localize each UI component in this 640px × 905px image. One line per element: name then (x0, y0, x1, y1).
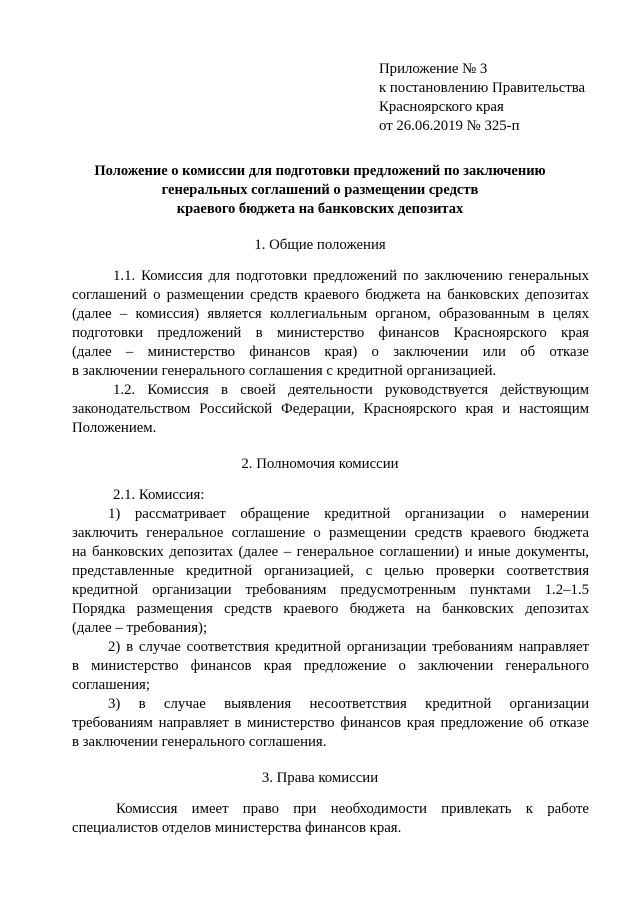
paragraph-line: специалистов отделов министерства финансов края. (72, 820, 402, 836)
list-item-line: требованиям направляет в министерство финансов края предложение об отказе (72, 715, 589, 731)
appendix-line: от 26.06.2019 № 325-п (379, 118, 520, 134)
list-item-line: в министерство финансов края предложение о заключении генерального (72, 658, 589, 674)
list-item-line: кредитной организации требованиям предусмотренным пунктами 1.2–1.5 (72, 582, 589, 598)
list-item-line: Порядка размещения средств краевого бюджета на банковских депозитах (72, 601, 589, 617)
paragraph-line: подготовки предложений в министерство финансов Красноярского края (72, 325, 589, 341)
list-item-line: представленные кредитной организацией, с целью проверки соответствия (72, 563, 589, 579)
title-line: генеральных соглашений о размещении средств (161, 182, 479, 198)
appendix-line: Красноярского края (379, 99, 504, 115)
section-heading: 1. Общие положения (254, 237, 386, 253)
title-line: краевого бюджета на банковских депозитах (176, 201, 464, 217)
list-item-line: 3) в случае выявления несоответствия кредитной организации (108, 696, 589, 712)
list-item-line: соглашения; (72, 677, 150, 693)
title-line: Положение о комиссии для подготовки предложений по заключению (94, 163, 546, 179)
list-item-line: (далее – требования); (72, 620, 208, 636)
paragraph-line: 1.2. Комиссия в своей деятельности руководствуется действующим (113, 382, 589, 398)
paragraph-line: законодательством Российской Федерации, Красноярского края и настоящим (72, 401, 589, 417)
appendix-line: к постановлению Правительства (379, 80, 586, 96)
paragraph-line: Комиссия имеет право при необходимости привлекать к работе (116, 801, 589, 817)
paragraph-line: соглашений о размещении средств краевого бюджета на банковских депозитах (72, 287, 589, 303)
list-item-line: на банковских депозитах (далее – генеральное соглашении) и иные документы, (72, 544, 589, 560)
list-item-line: 2) в случае соответствия кредитной организации требованиям направляет (108, 639, 589, 655)
section-heading: 2. Полномочия комиссии (241, 456, 399, 472)
paragraph-line: (далее – министерство финансов края) о заключении или об отказе (72, 344, 589, 360)
list-item-line: заключить генеральное соглашение о размещении средств краевого бюджета (72, 525, 589, 541)
list-item-line: в заключении генерального соглашения. (72, 734, 327, 750)
paragraph-line: (далее – комиссия) является коллегиальным органом, образованным в целях (72, 306, 589, 322)
appendix-line: Приложение № 3 (379, 61, 488, 77)
list-item-line: 1) рассматривает обращение кредитной организации о намерении (108, 506, 589, 522)
paragraph-line: Положением. (72, 420, 157, 436)
section-heading: 3. Права комиссии (261, 770, 379, 786)
paragraph-line: 1.1. Комиссия для подготовки предложений по заключению генеральных (113, 268, 589, 284)
paragraph-line: в заключении генерального соглашения с кредитной организацией. (72, 363, 497, 379)
paragraph-line: 2.1. Комиссия: (113, 487, 205, 503)
